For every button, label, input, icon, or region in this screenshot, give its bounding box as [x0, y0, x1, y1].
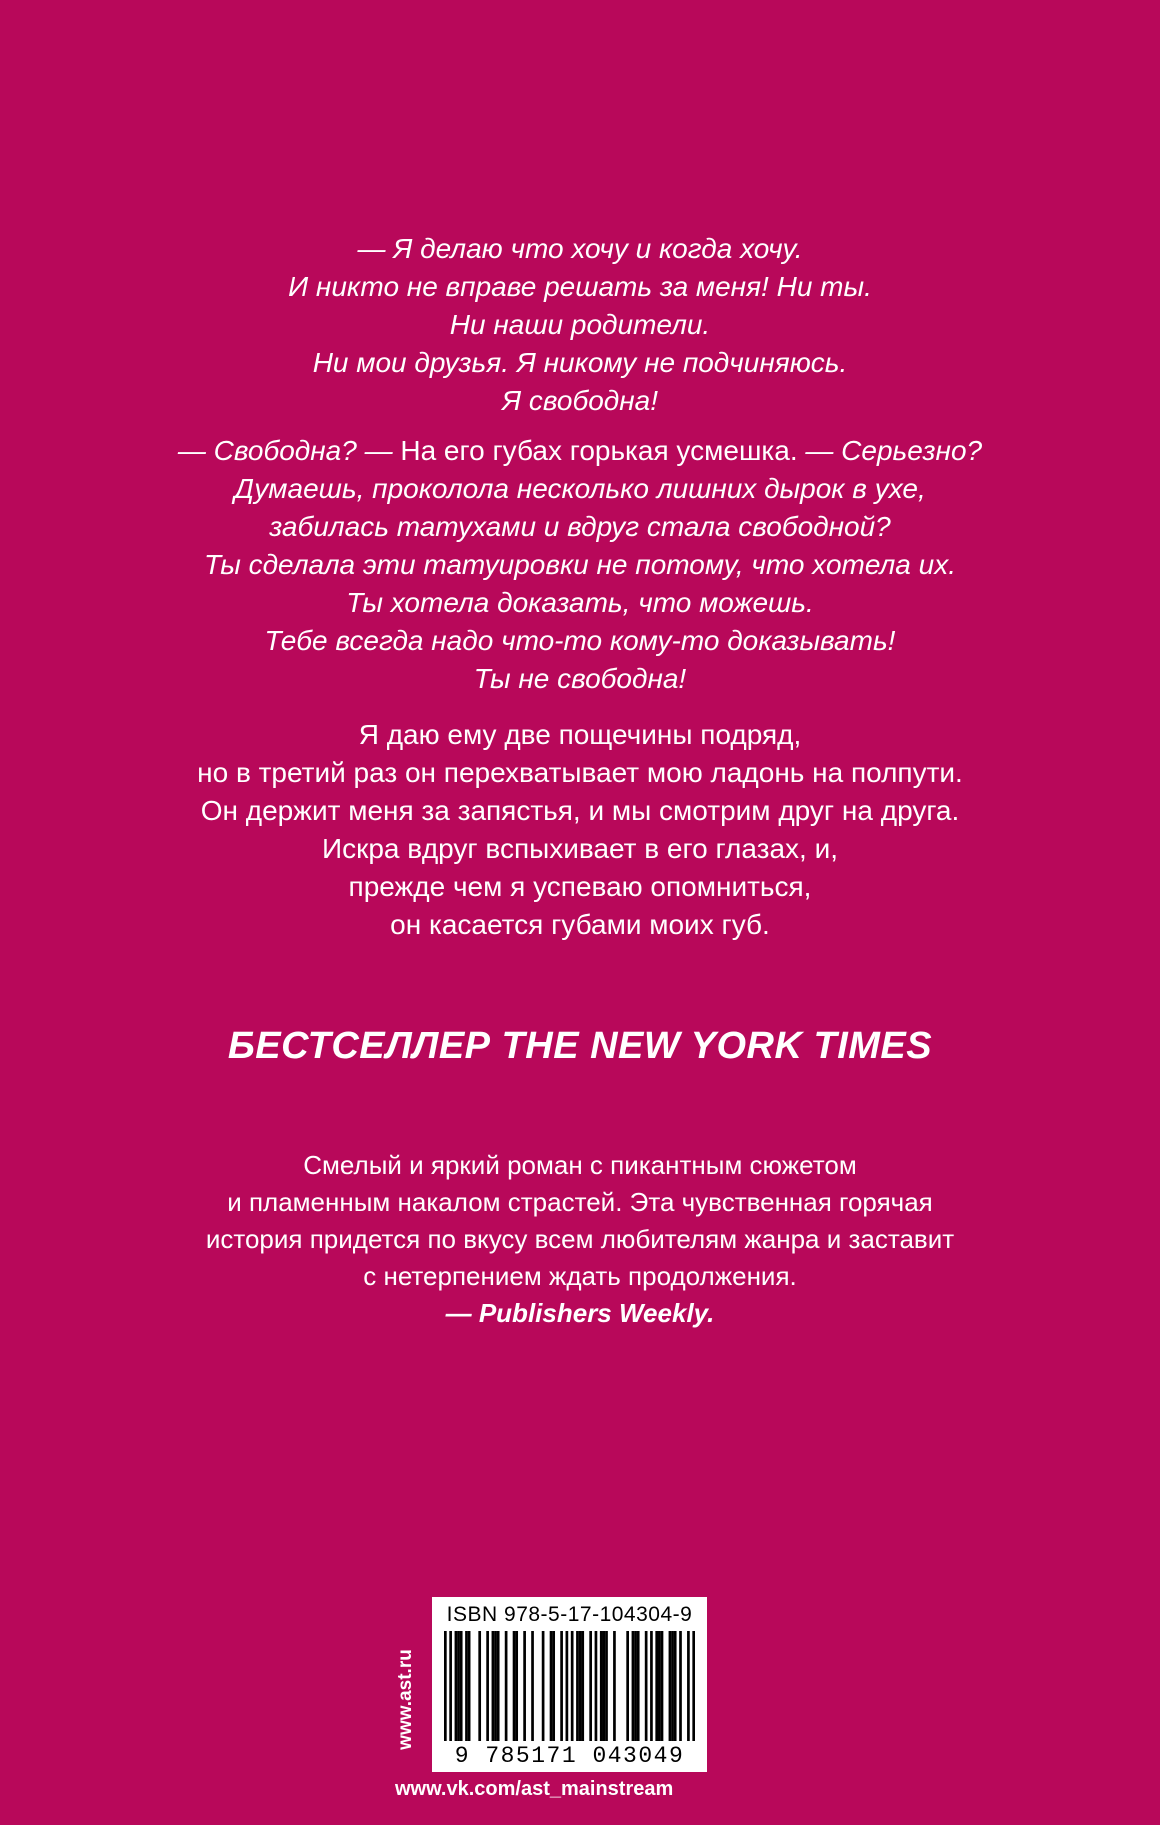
barcode-bar [515, 1631, 518, 1741]
barcode-bar [687, 1631, 690, 1741]
barcode-bars [444, 1631, 695, 1741]
barcode-bar [550, 1631, 553, 1741]
dialogue-italic: — Серьезно? [805, 435, 983, 466]
excerpt-line: прежде чем я успеваю опомниться, [348, 871, 812, 902]
excerpt-line: Ни наши родители. [449, 309, 711, 340]
ean-digits: 9 785171 043049 [454, 1743, 685, 1769]
excerpt-line: Я свободна! [502, 385, 658, 416]
barcode-bar [632, 1631, 635, 1741]
narration-upright: На его губах горькая усмешка. [392, 435, 806, 466]
barcode-bar [579, 1631, 582, 1741]
excerpt-line: Он держит меня за запястья, и мы смотрим друг на друга. [200, 795, 960, 826]
review-quote [80, 1147, 1080, 1332]
publisher-site-link[interactable]: www.ast.ru [395, 1649, 416, 1750]
barcode-bar [637, 1631, 640, 1741]
barcode-bar [669, 1631, 672, 1741]
bestseller-tagline: БЕСТСЕЛЛЕР THE NEW YORK TIMES [227, 1025, 933, 1067]
vk-link[interactable]: www.vk.com/ast_mainstream [395, 1778, 674, 1800]
barcode-bar [497, 1631, 500, 1741]
barcode-bar [603, 1631, 606, 1741]
barcode-bar [634, 1631, 637, 1741]
review-attribution: — Publishers Weekly. [445, 1298, 715, 1328]
barcode-bar [460, 1631, 463, 1741]
barcode-bar [605, 1631, 608, 1741]
barcode-bar [505, 1631, 508, 1741]
excerpt-paragraph-2 [80, 432, 1080, 698]
review-line: с нетерпением ждать продолжения. [363, 1261, 797, 1291]
barcode-bar [600, 1631, 603, 1741]
barcode-bar [542, 1631, 545, 1741]
barcode-bar [560, 1631, 563, 1741]
barcode-bar [661, 1631, 664, 1741]
barcode-bar [444, 1631, 447, 1741]
barcode-bar [692, 1631, 695, 1741]
barcode-bar [513, 1631, 516, 1741]
excerpt-line: Думаешь, проколола несколько лишних дырок в ухе, [234, 473, 926, 504]
excerpt-line: Искра вдруг вспыхивает в его глазах, и, [321, 833, 839, 864]
excerpt-paragraph-3 [80, 716, 1080, 944]
barcode-bar [494, 1631, 497, 1741]
excerpt-line: забилась татухами и вдруг стала свободной? [269, 511, 891, 542]
barcode-bar [626, 1631, 629, 1741]
excerpt-line: Тебе всегда надо что-то кому-то доказывать! [264, 625, 896, 656]
barcode-bar [595, 1631, 598, 1741]
excerpt-line: Ты сделала эти татуировки не потому, что хотела их. [204, 549, 956, 580]
isbn-barcode [432, 1597, 707, 1772]
barcode-bar [581, 1631, 584, 1741]
barcode-bar [671, 1631, 674, 1741]
barcode-bar [457, 1631, 460, 1741]
barcode-bar [571, 1631, 574, 1741]
barcode-bar [650, 1631, 653, 1741]
isbn-number: ISBN 978-5-17-104304-9 [446, 1603, 693, 1626]
barcode-bar [674, 1631, 677, 1741]
excerpt-line: но в третий раз он перехватывает мою ладонь на полпути. [197, 757, 963, 788]
barcode-bar [658, 1631, 661, 1741]
excerpt-line: — Я делаю что хочу и когда хочу. [357, 233, 803, 264]
barcode-bar [552, 1631, 555, 1741]
barcode-bar [455, 1631, 458, 1741]
dialogue-italic: — Свободна? — [177, 435, 393, 466]
excerpt-paragraph-1 [80, 230, 1080, 420]
barcode-bar [589, 1631, 592, 1741]
barcode-bar [486, 1631, 489, 1741]
barcode-bar [449, 1631, 452, 1741]
excerpt-line: Ни мои друзья. Я никому не подчиняюсь. [312, 347, 848, 378]
barcode-bar [679, 1631, 682, 1741]
review-line: и пламенным накалом страстей. Эта чувственная горячая [227, 1187, 933, 1217]
excerpt-line: Ты не свободна! [473, 663, 687, 694]
barcode-bar [566, 1631, 569, 1741]
review-line: история придется по вкусу всем любителям жанра и заставит [205, 1224, 955, 1254]
barcode-bar [645, 1631, 648, 1741]
barcode-bar [478, 1631, 481, 1741]
excerpt-line: Ты хотела доказать, что можешь. [346, 587, 814, 618]
excerpt-line: Я даю ему две пощечины подряд, [358, 719, 802, 750]
barcode-bar [531, 1631, 534, 1741]
excerpt-line: он касается губами моих губ. [390, 909, 770, 940]
barcode-bar [465, 1631, 468, 1741]
excerpt-line: И никто не вправе решать за меня! Ни ты. [288, 271, 872, 302]
excerpt-line [80, 432, 1080, 470]
review-line: Смелый и яркий роман с пикантным сюжетом [303, 1150, 857, 1180]
barcode-bar [523, 1631, 526, 1741]
barcode-bar [655, 1631, 658, 1741]
barcode-bar [468, 1631, 471, 1741]
barcode-bar [613, 1631, 616, 1741]
barcode-bar [576, 1631, 579, 1741]
barcode-bar [492, 1631, 495, 1741]
